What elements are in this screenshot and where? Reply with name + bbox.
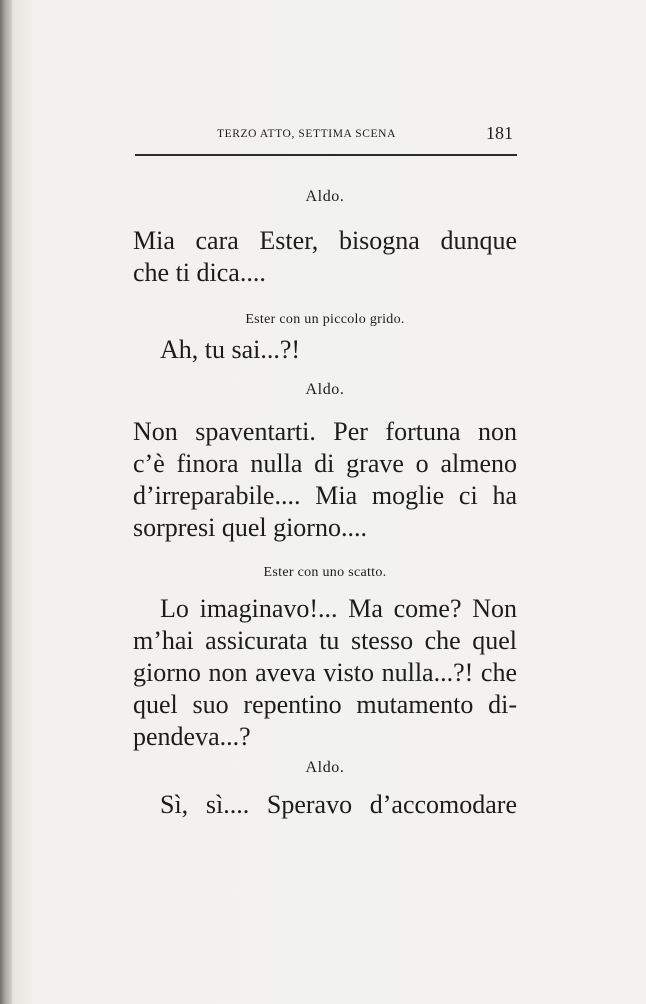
paragraph-2-line-1: Ah, tu sai...?! [160,335,301,364]
paragraph-1-line-1: Mia cara Ester, bisogna dunque [133,226,517,255]
paragraph-4-line-2: m’hai assicurata tu stesso che quel [133,626,517,655]
speaker-aldo-2: Aldo. [305,381,345,398]
paragraph-3-line-4: sorpresi quel giorno.... [133,513,367,542]
speaker-aldo-1: Aldo. [305,188,345,205]
running-head [135,120,517,148]
page-number: 181 [486,123,513,143]
paragraph-4-line-1: Lo imaginavo!... Ma come? Non [160,594,517,623]
paragraph-1-line-2: che ti dica.... [133,258,266,287]
paragraph-4-line-3: giorno non aveva visto nulla...?! che [133,658,517,687]
paragraph-3-line-3: d’irreparabile.... Mia moglie ci ha [133,481,517,510]
paragraph-4-line-5: pendeva...? [133,722,251,751]
header-rule [135,154,517,156]
stage-direction-1: Ester con un piccolo grido. [245,312,405,327]
running-title: TERZO ATTO, SETTIMA SCENA [217,128,396,140]
paragraph-4-line-4: quel suo repentino mutamento di- [133,690,517,719]
paragraph-5-line-1: Sì, sì.... Speravo d’accomodare [160,790,517,819]
paragraph-3-line-2: c’è finora nulla di grave o almeno [133,449,517,478]
speaker-aldo-3: Aldo. [305,759,345,776]
page-binding-edge [0,0,12,1004]
paragraph-3-line-1: Non spaventarti. Per fortuna non [133,417,517,446]
stage-direction-2: Ester con uno scatto. [263,565,387,580]
